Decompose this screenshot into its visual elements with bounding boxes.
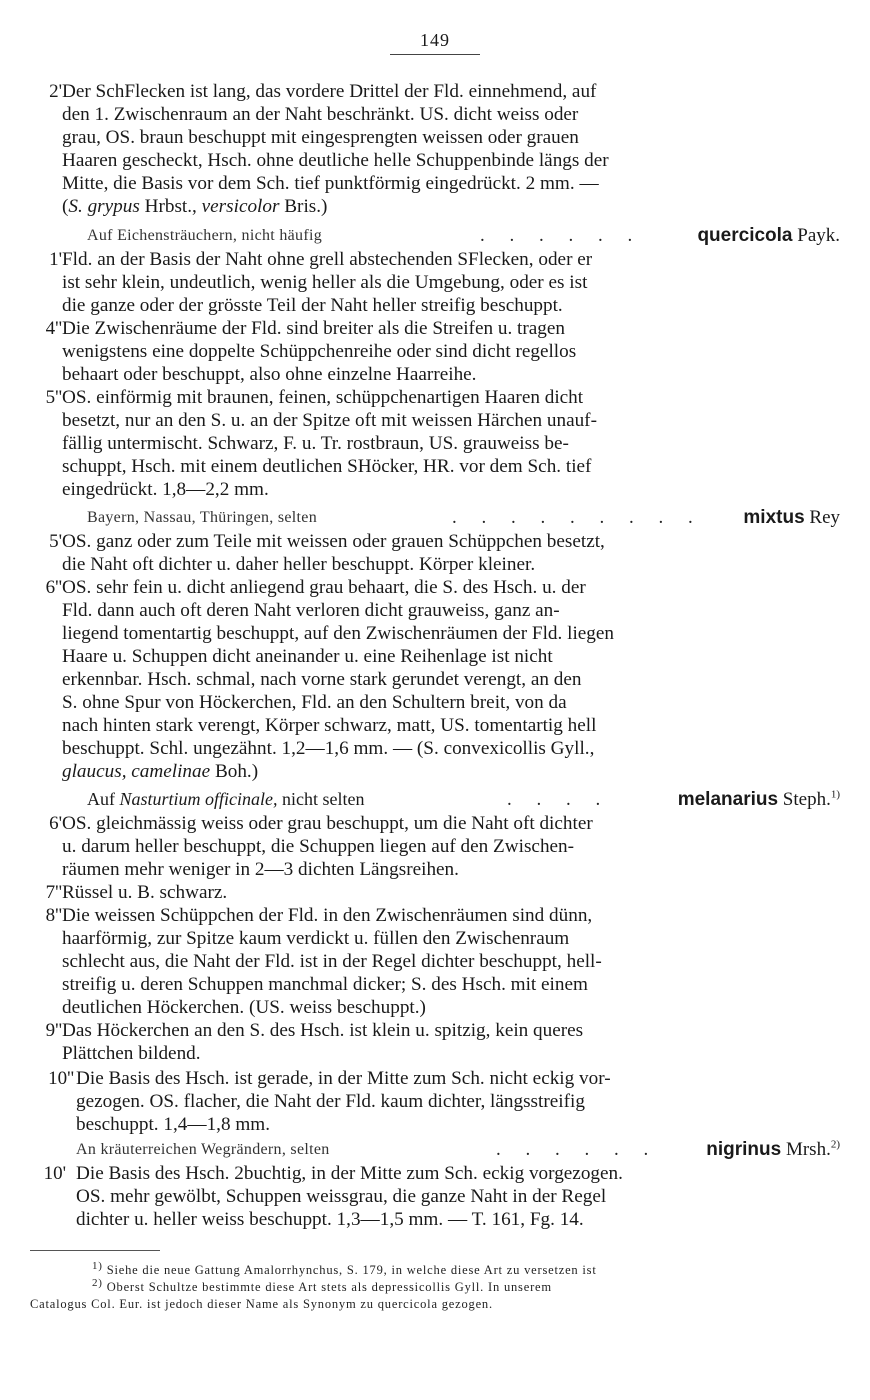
synonym-line: glaucus, camelinae Boh.)	[62, 761, 259, 782]
synonym-line: (S. grypus Hrbst., versicolor Bris.)	[62, 196, 328, 217]
entry-number: 2'	[49, 81, 62, 102]
text-line: OS. ganz oder zum Teile mit weissen oder grauen Schüppchen besetzt,	[62, 531, 605, 552]
leader-dots: . . . .	[507, 789, 611, 810]
habitat-line	[62, 224, 840, 247]
entry-text	[76, 1162, 840, 1231]
entry-number: 9''	[45, 1020, 62, 1041]
text-line: u. darum heller beschuppt, die Schuppen liegen auf den Zwischen-	[62, 836, 575, 857]
text-line: besetzt, nur an den S. u. an der Spitze oft mit weissen Härchen unauf-	[62, 410, 597, 431]
footnote-text: Catalogus Col. Eur. ist jedoch dieser Name als Synonym zu quercicola gezogen.	[30, 1297, 493, 1311]
habitat-text: An kräuterreichen Wegrändern, selten	[76, 1141, 330, 1158]
entry-text	[62, 530, 840, 576]
species-name: melanarius Steph.$^{1)}$	[677, 788, 840, 810]
text-line: eingedrückt. 1,8—2,2 mm.	[62, 479, 269, 500]
text-line: Das Höckerchen an den S. des Hsch. ist klein u. spitzig, kein queres	[62, 1020, 584, 1041]
text-line: fällig untermischt. Schwarz, F. u. Tr. rostbraun, US. grauweiss be-	[62, 433, 569, 454]
text-line: ist sehr klein, undeutlich, wenig heller als die Umgebung, oder es ist	[62, 272, 588, 293]
text-line: haarförmig, zur Spitze kaum verdickt u. füllen den Zwischenraum	[62, 928, 570, 949]
text-line: Die weissen Schüppchen der Fld. in den Zwischenräumen sind dünn,	[62, 905, 593, 926]
habitat-text: Auf Nasturtium officinale, nicht selten	[87, 789, 365, 809]
text-line: dichter u. heller weiss beschuppt. 1,3—1,5 mm. — T. 161, Fg. 14.	[76, 1209, 584, 1230]
header-rule	[390, 54, 480, 55]
species-name: mixtus Rey	[743, 507, 840, 528]
text-line: wenigstens eine doppelte Schüppchenreihe oder sind dicht regellos	[62, 341, 577, 362]
text-line: deutlichen Höckerchen. (US. weiss beschuppt.)	[62, 997, 426, 1018]
entry-text	[62, 317, 840, 386]
text-line: OS. gleichmässig weiss oder grau beschuppt, um die Naht oft dichter	[62, 813, 593, 834]
text-line: Mitte, die Basis vor dem Sch. tief punktförmig eingedrückt. 2 mm. —	[62, 173, 599, 194]
entry-number: 8''	[45, 905, 62, 926]
entry-text	[62, 1019, 840, 1065]
footnote-continuation	[30, 1296, 845, 1313]
page-number: 149	[420, 30, 450, 50]
footnote-ref: 1)	[830, 788, 840, 801]
habitat-line	[76, 1138, 840, 1161]
footnote-mark: 1)	[92, 1259, 103, 1272]
footnote-ref: 2)	[830, 1138, 840, 1151]
text-line: Haare u. Schuppen dicht aneinander u. eine Reihenlage ist nicht	[62, 646, 553, 667]
species-name: nigrinus Mrsh.$^{2)}$	[706, 1138, 840, 1160]
text-line: gezogen. OS. flacher, die Naht der Fld. kaum dichter, längsstreifig	[76, 1091, 585, 1112]
text-line: S. ohne Spur von Höckerchen, Fld. an den Schultern breit, von da	[62, 692, 567, 713]
text-line: behaart oder beschuppt, also ohne einzelne Haarreihe.	[62, 364, 477, 385]
entry-text	[76, 1067, 840, 1136]
footnote-rule	[30, 1250, 160, 1251]
entry-text	[62, 904, 840, 1019]
text-line: schlecht aus, die Naht der Fld. ist in der Regel dichter beschuppt, hell-	[62, 951, 602, 972]
entry-number: 6'	[49, 813, 62, 834]
entry-number: 6''	[45, 577, 62, 598]
text-line: streifig u. deren Schuppen manchmal dicker; S. des Hsch. mit einem	[62, 974, 588, 995]
footnote-text: Oberst Schultze bestimmte diese Art stets als depressicollis Gyll. In unserem	[106, 1280, 552, 1294]
entry-text	[62, 248, 840, 317]
text-line: räumen mehr weniger in 2—3 dichten Längsreihen.	[62, 859, 459, 880]
text-line: Die Zwischenräume der Fld. sind breiter als die Streifen u. tragen	[62, 318, 565, 339]
entry-number: 4''	[45, 318, 62, 339]
entry-text	[62, 881, 840, 904]
text-line: Fld. dann auch oft deren Naht verloren dicht grauweiss, ganz an-	[62, 600, 560, 621]
text-line: OS. mehr gewölbt, Schuppen weissgrau, die ganze Naht in der Regel	[76, 1186, 607, 1207]
leader-dots: . . . . . .	[496, 1139, 659, 1160]
text-line: beschuppt. 1,4—1,8 mm.	[76, 1114, 270, 1135]
entry-text	[62, 576, 840, 783]
entry-number: 1'	[49, 249, 62, 270]
text-line: OS. einförmig mit braunen, feinen, schüppchenartigen Haaren dicht	[62, 387, 584, 408]
text-line: Die Basis des Hsch. ist gerade, in der Mitte zum Sch. nicht eckig vor-	[76, 1068, 611, 1089]
text-line: nach hinten stark verengt, Körper schwarz, matt, US. tomentartig hell	[62, 715, 597, 736]
text-line: grau, OS. braun beschuppt mit eingesprengten weissen oder grauen	[62, 127, 579, 148]
text-line: Haaren gescheckt, Hsch. ohne deutliche helle Schuppenbinde längs der	[62, 150, 609, 171]
habitat-text: Bayern, Nassau, Thüringen, selten	[87, 509, 317, 526]
species-name: quercicola Payk.	[697, 225, 840, 246]
footnote-mark: 2)	[92, 1276, 103, 1289]
entry-number: 5''	[45, 387, 62, 408]
footnote	[30, 1276, 845, 1296]
text-line: beschuppt. Schl. ungezähnt. 1,2—1,6 mm. — (S. convexicollis Gyll.,	[62, 738, 595, 759]
habitat-line	[62, 788, 840, 811]
text-line: Fld. an der Basis der Naht ohne grell abstechenden SFlecken, oder er	[62, 249, 593, 270]
text-line: die ganze oder der grösste Teil der Naht heller streifig beschuppt.	[62, 295, 563, 316]
entry-number: 5'	[49, 531, 62, 552]
text-line: schuppt, Hsch. mit einem deutlichen SHöcker, HR. vor dem Sch. tief	[62, 456, 592, 477]
habitat-line	[62, 506, 840, 529]
habitat-text: Auf Eichensträuchern, nicht häufig	[87, 227, 323, 244]
entry-number: 7''	[45, 882, 62, 903]
text-line: erkennbar. Hsch. schmal, nach vorne stark gerundet verengt, an den	[62, 669, 582, 690]
text-line: Plättchen bildend.	[62, 1043, 201, 1064]
text-line: die Naht oft dichter u. daher heller beschuppt. Körper kleiner.	[62, 554, 536, 575]
entry-text	[62, 80, 840, 218]
text-line: OS. sehr fein u. dicht anliegend grau behaart, die S. des Hsch. u. der	[62, 577, 586, 598]
text-line: liegend tomentartig beschuppt, auf den Zwischenräumen der Fld. liegen	[62, 623, 615, 644]
entry-number: 10''	[48, 1068, 74, 1089]
text-line: Der SchFlecken ist lang, das vordere Drittel der Fld. einnehmend, auf	[62, 81, 597, 102]
footnote-text: Siehe die neue Gattung Amalorrhynchus, S. 179, in welche diese Art zu versetzen ist	[106, 1263, 597, 1277]
entry-text	[62, 812, 840, 881]
footnote	[30, 1259, 845, 1279]
text-line: den 1. Zwischenraum an der Naht beschränkt. US. dicht weiss oder	[62, 104, 579, 125]
leader-dots: . . . . . .	[480, 225, 643, 246]
text-line: Die Basis des Hsch. 2buchtig, in der Mitte zum Sch. eckig vorgezogen.	[76, 1163, 623, 1184]
entry-text	[62, 386, 840, 501]
leader-dots: . . . . . . . . .	[452, 507, 703, 528]
entry-number: 10'	[43, 1163, 66, 1184]
text-line: Rüssel u. B. schwarz.	[62, 882, 228, 903]
